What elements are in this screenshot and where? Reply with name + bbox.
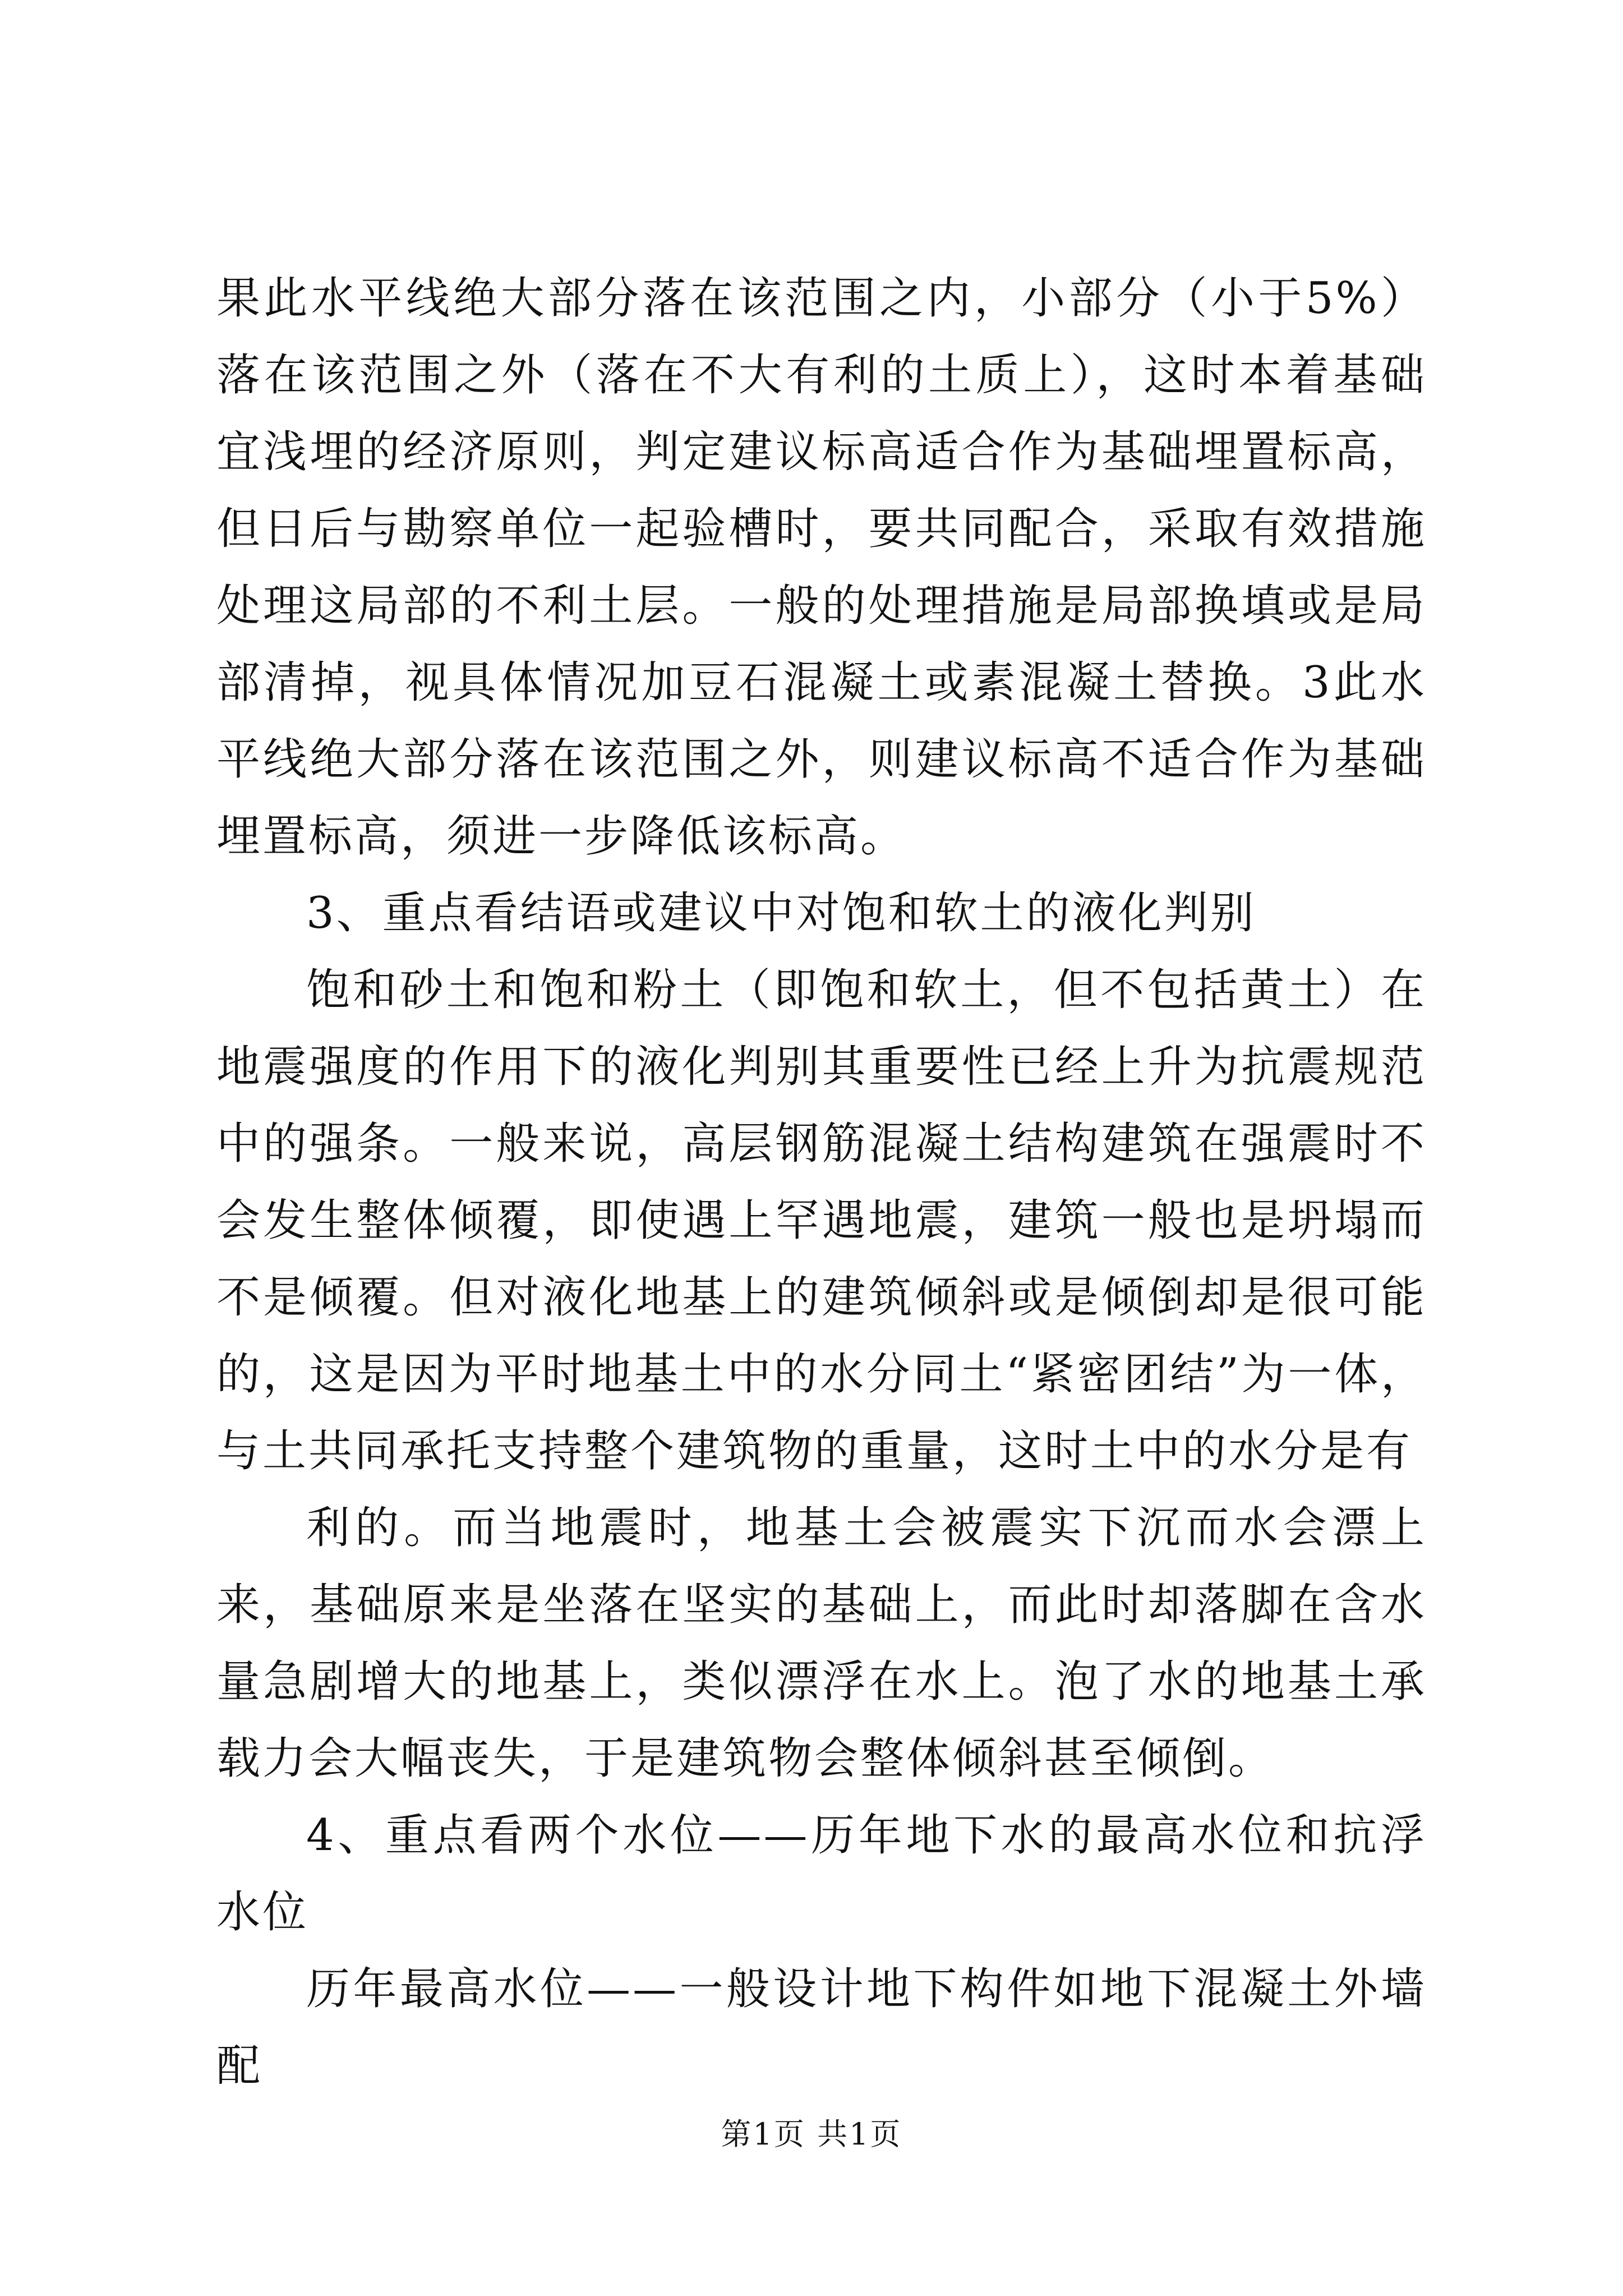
page-footer: 第1页 共1页	[721, 2116, 902, 2152]
paragraph-liquefaction: 饱和砂土和饱和粉土（即饱和软土，但不包括黄土）在地震强度的作用下的液化判别其重要性已经上升为抗震规范中的强条。一般来说，高层钢筋混凝土结构建筑在强震时不会发生整体倾覆，即使遇上罕遇地震，建筑一般也是坍塌而不是倾覆。但对液化地基上的建筑倾斜或是倾倒却是很可能的，这是因为平时地基土中的水分同土“紧密团结”为一体，与土共同承托支持整个建筑物的重量，这时土中的水分是有	[216, 965, 1427, 1476]
paragraph-foundation-elevation: 果此水平线绝大部分落在该范围之内，小部分（小于5%）落在该范围之外（落在不大有利的土质上），这时本着基础宜浅埋的经济原则，判定建议标高适合作为基础埋置标高，但日后与勘察单位一起验槽时，要共同配合，采取有效措施处理这局部的不利土层。一般的处理措施是局部换填或是局部清掉，视具体情况加豆石混凝土或素混凝土替换。3此水平线绝大部分落在该范围之外，则建议标高不适合作为基础埋置标高，须进一步降低该标高。	[216, 273, 1427, 862]
document-body	[216, 260, 1427, 2105]
heading-liquefaction: 3、重点看结语或建议中对饱和软土的液化判别	[306, 888, 1256, 938]
paragraph-earthquake-effect: 利的。而当地震时，地基土会被震实下沉而水会漂上来，基础原来是坐落在坚实的基础上，而此时却落脚在含水量急剧增大的地基上，类似漂浮在水上。泡了水的地基土承载力会大幅丧失，于是建筑物会整体倾斜甚至倾倒。	[216, 1503, 1427, 1784]
heading-water-levels: 4、重点看两个水位——历年地下水的最高水位和抗浮水位	[216, 1810, 1427, 1938]
paragraph-highest-water-level: 历年最高水位——一般设计地下构件如地下混凝土外墙配	[216, 1964, 1427, 2091]
